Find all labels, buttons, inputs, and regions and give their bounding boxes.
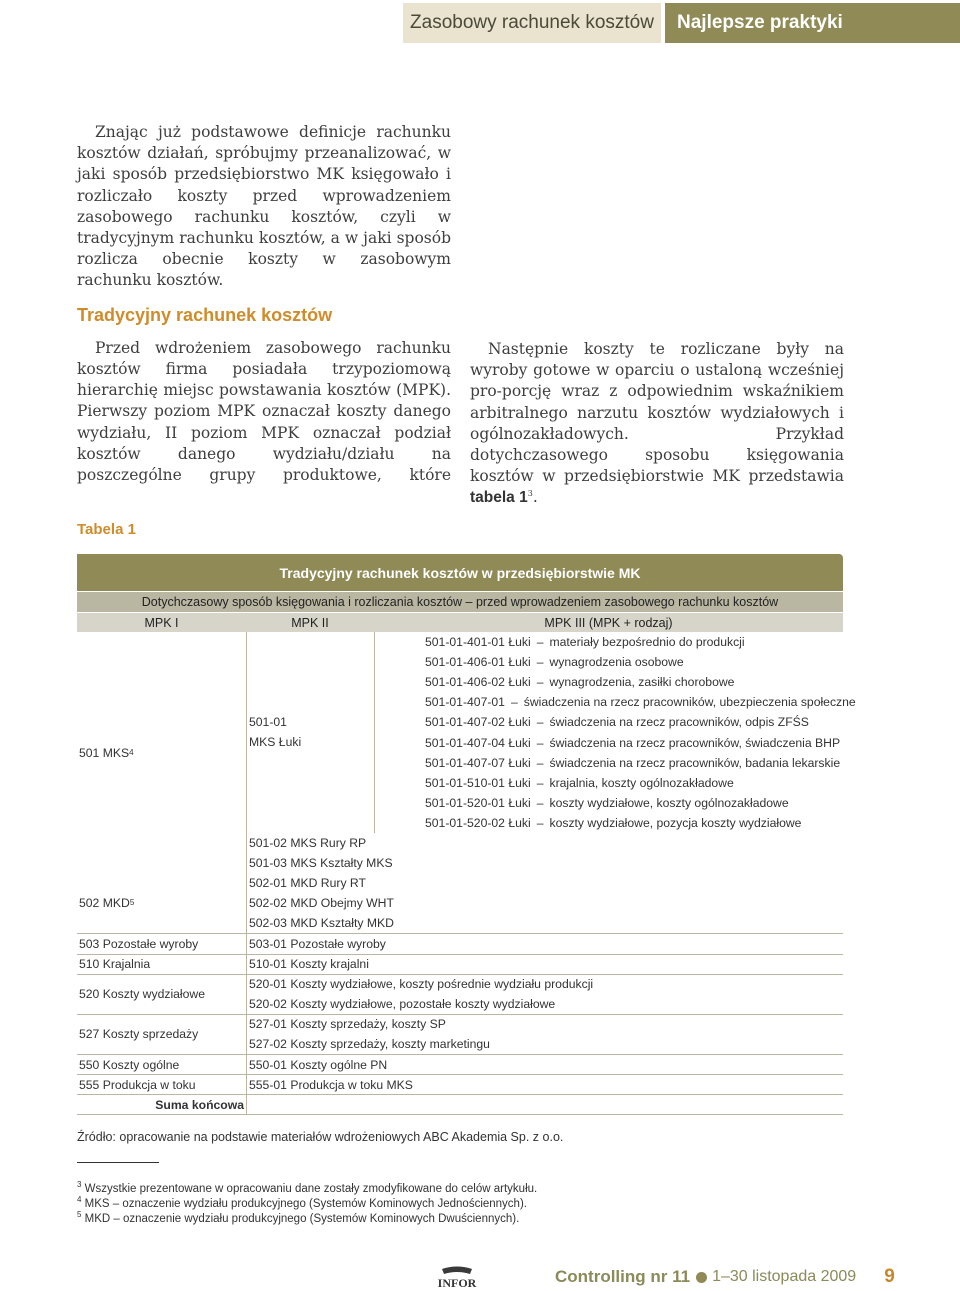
table-title: Tradycyjny rachunek kosztów w przedsiębiorstwie MK — [77, 554, 843, 591]
right-column — [470, 124, 844, 509]
body-paragraph-1: Przed wdrożeniem zasobowego rachunku kosztów firma posiadała trzypoziomową hierarchię miejsc powstawania kosztów (MPK). Pierwszy poziom MPK oznaczał koszty danego wydziału, II poziom MPK oznaczał podział kosztów danego wydziału/działu na poszczególne grupy produktowe, które — [77, 338, 451, 485]
grand-total-label: Suma końcowa — [77, 1094, 246, 1114]
table-row: 501-01-406-02 Łuki – wynagrodzenia, zasiłki chorobowe — [374, 672, 843, 692]
left-column — [77, 122, 451, 486]
table-row: 501-01-407-01 – świadczenia na rzecz pracowników, ubezpieczenia społeczne — [374, 692, 843, 712]
page-footer — [555, 1266, 955, 1288]
body-paragraph-1-continued — [470, 124, 844, 336]
section-heading: Tradycyjny rachunek kosztów — [77, 304, 333, 325]
table-row: 501-01-510-01 Łuki – krajalnia, koszty ogólnozakładowe — [374, 773, 843, 793]
footnote-4: $^4$ MKS – oznaczenie wydziału produkcyjnego (Systemów Kominowych Jednościennych). — [77, 1195, 527, 1210]
footnote-5: $^5$ MKD – oznaczenie wydziału produkcyjnego (Systemów Kominowych Dwuściennych). — [77, 1210, 520, 1225]
table-row: 550-01 Koszty ogólne PN — [246, 1054, 843, 1074]
table-row: 501-01-407-02 Łuki – świadczenia na rzecz pracowników, odpis ZFŚS — [374, 712, 843, 732]
footer-dot-icon — [696, 1272, 707, 1283]
table-row: 527-02 Koszty sprzedaży, koszty marketingu — [246, 1034, 843, 1054]
table-row: 527 Koszty sprzedaży — [77, 1014, 246, 1054]
cost-table — [77, 554, 856, 1115]
table-row: 501-01-401-01 Łuki – materiały bezpośrednio do produkcji — [374, 632, 843, 652]
table-row: 555 Produkcja w toku — [77, 1074, 246, 1094]
section-tab — [403, 3, 661, 43]
svg-text:INFOR: INFOR — [437, 1276, 477, 1290]
table-row: 501-01-407-07 Łuki – świadczenia na rzecz pracowników, badania lekarskie — [374, 753, 843, 773]
table-row: 501-01-520-01 Łuki – koszty wydziałowe, koszty ogólnozakładowe — [374, 793, 843, 813]
table-row: 503 Pozostałe wyroby — [77, 933, 246, 953]
table-row: 502-03 MKD Kształty MKD — [246, 913, 843, 933]
table-header-row — [77, 612, 843, 632]
table-label: Tabela 1 — [77, 521, 136, 538]
section-title: Zasobowy rachunek kosztów — [410, 12, 654, 33]
table-row: 501-01-407-04 Łuki – świadczenia na rzecz pracowników, świadczenia BHP — [374, 732, 843, 752]
table-row: 510 Krajalnia — [77, 954, 246, 974]
table-row: 502-02 MKD Obejmy WHT — [246, 893, 843, 913]
table-row: 501-01-406-01 Łuki – wynagrodzenia osobowe — [374, 652, 843, 672]
mkd-mpk1: 502 MKD 5 — [79, 896, 135, 911]
table-row: 520-01 Koszty wydziałowe, koszty pośrednie wydziału produkcji — [246, 974, 843, 994]
table-row: 503-01 Pozostałe wyroby — [246, 933, 843, 953]
table-row: 501-01-520-02 Łuki – koszty wydziałowe, pozycja koszty wydziałowe — [374, 813, 843, 833]
infor-logo — [424, 1266, 490, 1290]
mks-luki-mpk2: 501-01 MKS Łuki — [246, 632, 374, 833]
table-row: 502-01 MKD Rury RT — [246, 873, 843, 893]
table-row: 501-02 MKS Rury RP — [246, 833, 843, 853]
category-tab — [665, 3, 960, 43]
mks-mpk1: 501 MKS 4 — [79, 745, 134, 760]
table-source: Źródło: opracowanie na podstawie materiałów wdrożeniowych ABC Akademia Sp. z o.o. — [77, 1130, 564, 1144]
body-paragraph-2: Następnie koszty te rozliczane były na wyroby gotowe w oparciu o ustaloną wcześniej pro-porcję wraz z odpowiednim wskaźnikiem arbitralnego narzutu kosztów wydziałowych i ogólnozakładowych. Przykład dotychczasowego sposobu księgowania kosztów w przedsiębiorstwie MK przedstawia tabela $1^3$. — [470, 340, 844, 507]
header-mpk2: MPK II — [291, 615, 329, 630]
footnote-divider — [77, 1162, 159, 1163]
table-body — [77, 632, 856, 1115]
grand-total-value — [246, 1094, 843, 1114]
table-reference: tabela 1 — [470, 489, 528, 507]
table-row: 555-01 Produkcja w toku MKS — [246, 1074, 843, 1094]
header-mpk3: MPK III (MPK + rodzaj) — [544, 615, 673, 630]
table-row: 520 Koszty wydziałowe — [77, 974, 246, 1014]
magazine-name: Controlling nr 11 — [555, 1267, 691, 1286]
table-row: 550 Koszty ogólne — [77, 1054, 246, 1074]
intro-paragraph: Znając już podstawowe definicje rachunku kosztów działań, spróbujmy przeanalizować, w jaki sposób przedsiębiorstwo MK księgowało i rozliczało koszty przed wprowadzeniem zasobowego rachunku kosztów, czyli w tradycyjnym rachunku kosztów, a w jaki sposób rozlicza obecnie koszty w zasobowym rachunku kosztów. — [77, 123, 451, 290]
table-row: 510-01 Koszty krajalni — [246, 954, 843, 974]
footnote-3: $^3$ Wszystkie prezentowane w opracowaniu dane zostały zmodyfikowane do celów artykułu. — [77, 1180, 538, 1195]
category-title: Najlepsze praktyki — [677, 12, 843, 33]
table-row: 520-02 Koszty wydziałowe, pozostałe koszty wydziałowe — [246, 994, 843, 1014]
table-subtitle: Dotychczasowy sposób księgowania i rozliczania kosztów – przed wprowadzeniem zasobowego rachunku kosztów — [77, 591, 843, 612]
header-mpk1: MPK I — [144, 615, 179, 630]
table-row: 527-01 Koszty sprzedaży, koszty SP — [246, 1014, 843, 1034]
issue-date: 1–30 listopada 2009 — [712, 1268, 857, 1285]
page-number: 9 — [884, 1266, 895, 1287]
table-row: 501-03 MKS Kształty MKS — [246, 853, 843, 873]
